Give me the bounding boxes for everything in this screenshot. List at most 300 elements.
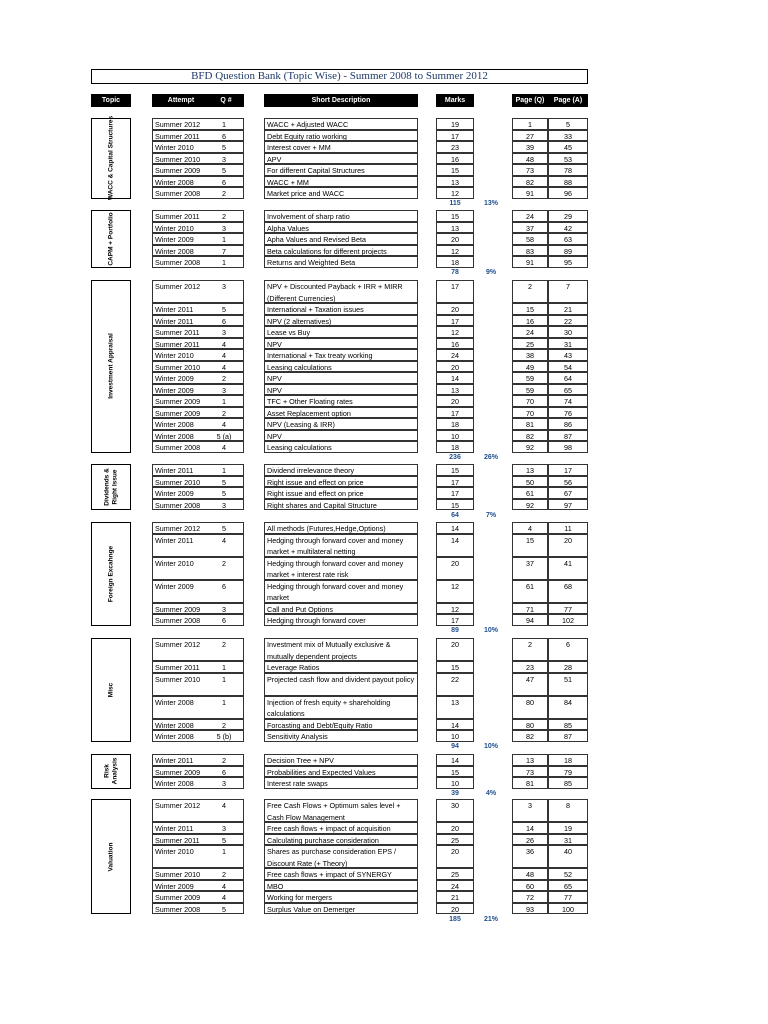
description-cell: Right issue and effect on price (264, 487, 418, 499)
question-number-cell: 2 (205, 210, 244, 222)
page-q-cell: 3 (512, 799, 548, 822)
marks-cell: 19 (436, 118, 474, 130)
topic-box (91, 522, 131, 626)
page-a-cell: 40 (548, 845, 588, 868)
question-number-cell: 4 (205, 891, 244, 903)
page-q-cell: 25 (512, 338, 548, 350)
question-number-cell: 1 (205, 256, 244, 268)
question-number-cell: 5 (205, 487, 244, 499)
marks-cell: 16 (436, 153, 474, 165)
page-q-cell: 49 (512, 361, 548, 373)
page-q-cell: 36 (512, 845, 548, 868)
attempt-cell: Winter 2010 (152, 349, 244, 361)
question-number-cell: 6 (205, 176, 244, 188)
marks-cell: 17 (436, 487, 474, 499)
attempt-cell: Summer 2011 (152, 338, 244, 350)
page-a-cell: 52 (548, 868, 588, 880)
header-q: Q # (220, 97, 232, 104)
attempt-cell: Winter 2009 (152, 880, 244, 892)
attempt-cell: Winter 2011 (152, 303, 244, 315)
header-page-q: Page (Q) (515, 97, 545, 104)
page-q-cell: 47 (512, 673, 548, 696)
page-a-cell: 19 (548, 822, 588, 834)
total-marks: 39 (451, 790, 459, 797)
page-q-cell: 38 (512, 349, 548, 361)
question-number-cell: 1 (205, 845, 244, 868)
page-a-cell: 30 (548, 326, 588, 338)
attempt-cell: Summer 2009 (152, 164, 244, 176)
page-a-cell: 65 (548, 880, 588, 892)
description-cell: International + Tax treaty working (264, 349, 418, 361)
marks-cell: 12 (436, 326, 474, 338)
description-cell: WACC + MM (264, 176, 418, 188)
total-marks: 115 (449, 200, 461, 207)
header-pages (512, 94, 588, 107)
page-a-cell: 7 (548, 280, 588, 303)
page-a-cell: 17 (548, 464, 588, 476)
attempt-cell: Winter 2008 (152, 696, 244, 719)
question-number-cell: 2 (205, 187, 244, 199)
description-cell: Leasing calculations (264, 441, 418, 453)
description-cell: NPV (264, 430, 418, 442)
page-a-cell: 84 (548, 696, 588, 719)
description-cell: TFC + Other Floating rates (264, 395, 418, 407)
attempt-cell: Summer 2008 (152, 614, 244, 626)
marks-cell: 22 (436, 673, 474, 696)
description-cell: Alpha Values (264, 222, 418, 234)
page-a-cell: 5 (548, 118, 588, 130)
marks-cell: 12 (436, 245, 474, 257)
header-description: Short Description (264, 94, 418, 107)
header-topic: Topic (91, 94, 131, 107)
description-cell: Decision Tree + NPV (264, 754, 418, 766)
attempt-cell: Summer 2011 (152, 326, 244, 338)
question-number-cell: 2 (205, 868, 244, 880)
marks-cell: 15 (436, 464, 474, 476)
topic-label: Dividends & Right Issue (103, 468, 118, 506)
description-cell: Apha Values and Revised Beta (264, 233, 418, 245)
page-q-cell: 91 (512, 187, 548, 199)
marks-cell: 17 (436, 614, 474, 626)
page-a-cell: 87 (548, 730, 588, 742)
description-cell: Hedging through forward cover and money market (264, 580, 418, 603)
page-a-cell: 77 (548, 603, 588, 615)
total-marks: 185 (449, 915, 461, 923)
marks-cell: 17 (436, 315, 474, 327)
page-q-cell: 61 (512, 580, 548, 603)
total-percent: 13% (483, 200, 498, 207)
question-number-cell: 2 (205, 407, 244, 419)
description-cell: NPV (264, 372, 418, 384)
marks-cell: 13 (436, 222, 474, 234)
description-cell: Working for mergers (264, 891, 418, 903)
page-a-cell: 85 (548, 719, 588, 731)
page-q-cell: 50 (512, 476, 548, 488)
attempt-cell: Summer 2011 (152, 210, 244, 222)
question-number-cell: 2 (205, 754, 244, 766)
page-q-cell: 82 (512, 430, 548, 442)
question-number-cell: 7 (205, 245, 244, 257)
attempt-cell: Winter 2008 (152, 730, 244, 742)
total-marks: 94 (451, 743, 459, 750)
question-number-cell: 3 (205, 603, 244, 615)
question-number-cell: 3 (205, 499, 244, 511)
marks-cell: 10 (436, 777, 474, 789)
page-a-cell: 29 (548, 210, 588, 222)
attempt-cell: Summer 2012 (152, 522, 244, 534)
marks-cell: 20 (436, 638, 474, 661)
marks-cell: 20 (436, 557, 474, 580)
attempt-cell: Winter 2011 (152, 754, 244, 766)
topic-box (91, 280, 131, 453)
page-a-cell: 18 (548, 754, 588, 766)
page-q-cell: 26 (512, 834, 548, 846)
attempt-cell: Summer 2012 (152, 280, 244, 303)
description-cell: Probabilities and Expected Values (264, 766, 418, 778)
description-cell: Hedging through forward cover and money market + interest rate risk (264, 557, 418, 580)
description-cell: NPV (264, 384, 418, 396)
page-a-cell: 74 (548, 395, 588, 407)
attempt-cell: Winter 2011 (152, 534, 244, 557)
marks-cell: 16 (436, 338, 474, 350)
marks-cell: 15 (436, 499, 474, 511)
page-a-cell: 43 (548, 349, 588, 361)
attempt-cell: Summer 2012 (152, 799, 244, 822)
description-cell: Forcasting and Debt/Equity Ratio (264, 719, 418, 731)
description-cell: Interest cover + MM (264, 141, 418, 153)
marks-cell: 24 (436, 349, 474, 361)
page-a-cell: 54 (548, 361, 588, 373)
page-q-cell: 92 (512, 441, 548, 453)
question-number-cell: 3 (205, 280, 244, 303)
question-number-cell: 1 (205, 696, 244, 719)
page-q-cell: 24 (512, 210, 548, 222)
section-total (0, 511, 768, 521)
attempt-cell: Summer 2008 (152, 187, 244, 199)
description-cell: Lease vs Buy (264, 326, 418, 338)
marks-cell: 17 (436, 476, 474, 488)
description-cell: Sensitivity Analysis (264, 730, 418, 742)
question-number-cell: 4 (205, 799, 244, 822)
question-number-cell: 1 (205, 118, 244, 130)
total-percent: 9% (485, 269, 497, 276)
page-a-cell: 8 (548, 799, 588, 822)
page-a-cell: 98 (548, 441, 588, 453)
marks-cell: 13 (436, 696, 474, 719)
page-q-cell: 81 (512, 777, 548, 789)
page-q-cell: 71 (512, 603, 548, 615)
description-cell: Injection of fresh equity + shareholding calculations (264, 696, 418, 719)
section-total (0, 742, 768, 752)
description-cell: Right issue and effect on price (264, 476, 418, 488)
question-number-cell: 6 (205, 614, 244, 626)
page-q-cell: 15 (512, 534, 548, 557)
attempt-cell: Summer 2012 (152, 118, 244, 130)
description-cell: Calculating purchase consideration (264, 834, 418, 846)
attempt-cell: Winter 2010 (152, 845, 244, 868)
page-a-cell: 79 (548, 766, 588, 778)
attempt-cell: Summer 2010 (152, 868, 244, 880)
marks-cell: 17 (436, 280, 474, 303)
page-q-cell: 61 (512, 487, 548, 499)
page-q-cell: 93 (512, 903, 548, 915)
marks-cell: 25 (436, 834, 474, 846)
question-number-cell: 5 (b) (205, 730, 244, 742)
attempt-cell: Summer 2009 (152, 891, 244, 903)
page-a-cell: 95 (548, 256, 588, 268)
total-percent: 7% (485, 511, 497, 519)
page-q-cell: 59 (512, 384, 548, 396)
question-number-cell: 3 (205, 822, 244, 834)
attempt-cell: Summer 2011 (152, 661, 244, 673)
page-q-cell: 92 (512, 499, 548, 511)
page-a-cell: 100 (548, 903, 588, 915)
marks-cell: 20 (436, 233, 474, 245)
description-cell: Call and Put Options (264, 603, 418, 615)
question-number-cell: 4 (205, 418, 244, 430)
topic-box (91, 118, 131, 199)
marks-cell: 15 (436, 210, 474, 222)
attempt-cell: Winter 2011 (152, 464, 244, 476)
question-number-cell: 6 (205, 766, 244, 778)
description-cell: MBO (264, 880, 418, 892)
page-a-cell: 64 (548, 372, 588, 384)
page-title: BFD Question Bank (Topic Wise) - Summer 2008 to Summer 2012 (91, 69, 588, 84)
marks-cell: 15 (436, 766, 474, 778)
header-marks: Marks (436, 94, 474, 107)
total-percent: 21% (483, 915, 498, 923)
marks-cell: 20 (436, 395, 474, 407)
question-number-cell: 1 (205, 395, 244, 407)
attempt-cell: Winter 2011 (152, 315, 244, 327)
question-number-cell: 5 (205, 303, 244, 315)
description-cell: WACC + Adjusted WACC (264, 118, 418, 130)
attempt-cell: Winter 2008 (152, 719, 244, 731)
question-number-cell: 4 (205, 361, 244, 373)
attempt-cell: Summer 2011 (152, 834, 244, 846)
page-q-cell: 4 (512, 522, 548, 534)
marks-cell: 14 (436, 534, 474, 557)
header-attempt-q (152, 94, 244, 107)
marks-cell: 20 (436, 845, 474, 868)
attempt-cell: Winter 2009 (152, 487, 244, 499)
question-number-cell: 3 (205, 326, 244, 338)
marks-cell: 12 (436, 580, 474, 603)
topic-label: CAPM + Portfolio (107, 212, 115, 266)
page-q-cell: 14 (512, 822, 548, 834)
description-cell: NPV (264, 338, 418, 350)
description-cell: Surplus Value on Demerger (264, 903, 418, 915)
question-number-cell: 1 (205, 464, 244, 476)
description-cell: Interest rate swaps (264, 777, 418, 789)
question-number-cell: 5 (205, 476, 244, 488)
description-cell: Returns and Weighted Beta (264, 256, 418, 268)
question-number-cell: 5 (205, 164, 244, 176)
page-q-cell: 60 (512, 880, 548, 892)
question-number-cell: 6 (205, 130, 244, 142)
marks-cell: 14 (436, 522, 474, 534)
page-q-cell: 37 (512, 222, 548, 234)
total-marks: 78 (451, 269, 459, 276)
page-a-cell: 51 (548, 673, 588, 696)
description-cell: Projected cash flow and divident payout policy (264, 673, 418, 696)
page-q-cell: 82 (512, 176, 548, 188)
topic-box (91, 799, 131, 914)
marks-cell: 14 (436, 754, 474, 766)
page-a-cell: 76 (548, 407, 588, 419)
question-number-cell: 3 (205, 777, 244, 789)
attempt-cell: Winter 2010 (152, 141, 244, 153)
page-a-cell: 42 (548, 222, 588, 234)
total-marks: 236 (449, 454, 461, 461)
page-q-cell: 2 (512, 638, 548, 661)
page-q-cell: 13 (512, 754, 548, 766)
total-percent: 10% (483, 743, 498, 750)
attempt-cell: Summer 2010 (152, 361, 244, 373)
description-cell: International + Taxation issues (264, 303, 418, 315)
section-total (0, 199, 768, 209)
description-cell: Debt Equity ratio working (264, 130, 418, 142)
marks-cell: 20 (436, 822, 474, 834)
marks-cell: 24 (436, 880, 474, 892)
question-number-cell: 1 (205, 233, 244, 245)
total-percent: 4% (485, 790, 497, 797)
description-cell: NPV + Discounted Payback + IRR + MIRR (Different Currencies) (264, 280, 418, 303)
marks-cell: 17 (436, 130, 474, 142)
topic-label: Risk Analysis (103, 757, 118, 785)
description-cell: APV (264, 153, 418, 165)
question-number-cell: 4 (205, 349, 244, 361)
page-q-cell: 80 (512, 696, 548, 719)
attempt-cell: Winter 2010 (152, 222, 244, 234)
page-a-cell: 20 (548, 534, 588, 557)
marks-cell: 30 (436, 799, 474, 822)
question-number-cell: 5 (a) (205, 430, 244, 442)
page-q-cell: 23 (512, 661, 548, 673)
page-q-cell: 27 (512, 130, 548, 142)
attempt-cell: Summer 2008 (152, 903, 244, 915)
topic-label: Misc (107, 682, 115, 697)
page-a-cell: 67 (548, 487, 588, 499)
page-q-cell: 91 (512, 256, 548, 268)
page-q-cell: 59 (512, 372, 548, 384)
page-a-cell: 97 (548, 499, 588, 511)
marks-cell: 17 (436, 407, 474, 419)
attempt-cell: Summer 2009 (152, 766, 244, 778)
page-a-cell: 88 (548, 176, 588, 188)
page-q-cell: 82 (512, 730, 548, 742)
question-number-cell: 2 (205, 372, 244, 384)
question-number-cell: 6 (205, 580, 244, 603)
description-cell: Involvement of sharp ratio (264, 210, 418, 222)
marks-cell: 10 (436, 430, 474, 442)
description-cell: Market price and WACC (264, 187, 418, 199)
attempt-cell: Winter 2008 (152, 245, 244, 257)
attempt-cell: Summer 2009 (152, 395, 244, 407)
marks-cell: 18 (436, 418, 474, 430)
description-cell: Asset Replacement option (264, 407, 418, 419)
page-q-cell: 73 (512, 164, 548, 176)
page-a-cell: 87 (548, 430, 588, 442)
attempt-cell: Summer 2009 (152, 407, 244, 419)
marks-cell: 21 (436, 891, 474, 903)
description-cell: Leasing calculations (264, 361, 418, 373)
attempt-cell: Winter 2008 (152, 176, 244, 188)
page-a-cell: 102 (548, 614, 588, 626)
page-q-cell: 48 (512, 153, 548, 165)
topic-box (91, 210, 131, 268)
question-number-cell: 6 (205, 315, 244, 327)
page-q-cell: 81 (512, 418, 548, 430)
attempt-cell: Winter 2008 (152, 418, 244, 430)
page-a-cell: 96 (548, 187, 588, 199)
attempt-cell: Winter 2009 (152, 233, 244, 245)
question-number-cell: 4 (205, 441, 244, 453)
page-q-cell: 37 (512, 557, 548, 580)
description-cell: Free cash flows + impact of SYNERGY (264, 868, 418, 880)
header-page-a: Page (A) (553, 97, 583, 104)
header-attempt: Attempt (167, 97, 195, 104)
marks-cell: 20 (436, 361, 474, 373)
question-number-cell: 3 (205, 222, 244, 234)
marks-cell: 18 (436, 441, 474, 453)
marks-cell: 23 (436, 141, 474, 153)
page-q-cell: 15 (512, 303, 548, 315)
page-q-cell: 94 (512, 614, 548, 626)
marks-cell: 15 (436, 661, 474, 673)
page-a-cell: 53 (548, 153, 588, 165)
total-marks: 64 (451, 511, 459, 519)
question-number-cell: 3 (205, 384, 244, 396)
question-number-cell: 1 (205, 673, 244, 696)
marks-cell: 18 (436, 256, 474, 268)
attempt-cell: Summer 2008 (152, 441, 244, 453)
attempt-cell: Summer 2010 (152, 153, 244, 165)
attempt-cell: Summer 2010 (152, 673, 244, 696)
question-number-cell: 3 (205, 153, 244, 165)
marks-cell: 12 (436, 603, 474, 615)
question-number-cell: 5 (205, 141, 244, 153)
topic-box (91, 464, 131, 510)
description-cell: Hedging through forward cover (264, 614, 418, 626)
attempt-cell: Summer 2012 (152, 638, 244, 661)
attempt-cell: Winter 2010 (152, 557, 244, 580)
page-q-cell: 83 (512, 245, 548, 257)
section-total (0, 789, 768, 799)
page-q-cell: 24 (512, 326, 548, 338)
attempt-cell: Summer 2008 (152, 256, 244, 268)
page-q-cell: 2 (512, 280, 548, 303)
marks-cell: 14 (436, 719, 474, 731)
page-a-cell: 6 (548, 638, 588, 661)
page-a-cell: 68 (548, 580, 588, 603)
question-number-cell: 2 (205, 557, 244, 580)
total-percent: 10% (483, 627, 498, 634)
description-cell: Dividend irrelevance theory (264, 464, 418, 476)
page-a-cell: 31 (548, 834, 588, 846)
attempt-cell: Winter 2011 (152, 822, 244, 834)
question-number-cell: 4 (205, 534, 244, 557)
attempt-cell: Summer 2008 (152, 499, 244, 511)
page-q-cell: 13 (512, 464, 548, 476)
topic-label: Investment Appraisal (107, 333, 115, 400)
description-cell: Leverage Ratios (264, 661, 418, 673)
attempt-cell: Winter 2009 (152, 580, 244, 603)
topic-label: Valuation (107, 842, 115, 871)
question-number-cell: 4 (205, 880, 244, 892)
page-q-cell: 16 (512, 315, 548, 327)
section-total (0, 268, 768, 278)
